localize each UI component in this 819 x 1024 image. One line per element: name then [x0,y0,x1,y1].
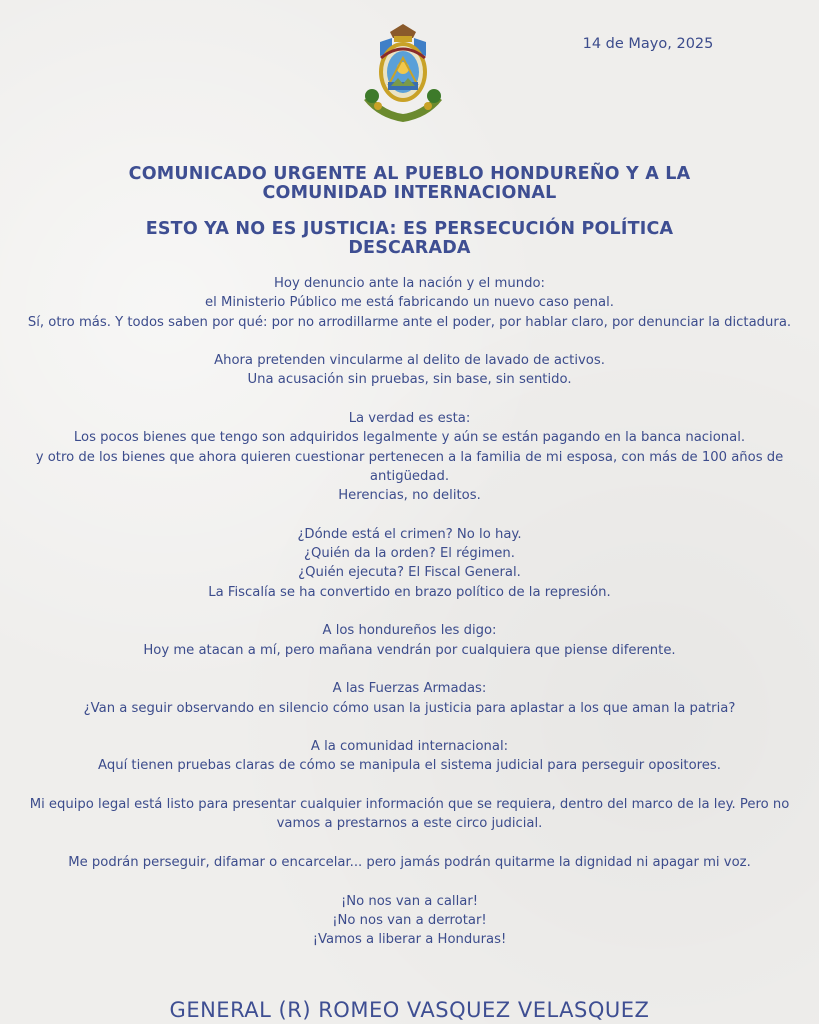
paragraph [20,274,799,332]
paragraph-spacer [20,718,799,737]
paragraph-spacer [20,834,799,853]
paragraph-line: ¿Quién ejecuta? El Fiscal General. [298,565,521,581]
signature: GENERAL (R) ROMEO VASQUEZ VELASQUEZ [169,998,650,1022]
paragraph-line: ¡Vamos a liberar a Honduras! [312,932,507,948]
paragraph-line: Aquí tienen pruebas claras de cómo se manipula el sistema judicial para perseguir opositores. [98,758,721,774]
paragraph-spacer [20,660,799,679]
page-subtitle [90,220,729,258]
paragraph-spacer [20,332,799,351]
paragraph [20,795,799,834]
page-title-line: COMUNIDAD INTERNACIONAL [262,183,557,203]
paragraph [20,892,799,950]
paragraph-line: Hoy denuncio ante la nación y el mundo: [274,276,545,291]
statement-body [20,274,799,949]
paragraph-line: ¡No nos van a callar! [340,893,479,909]
paragraph [20,525,799,602]
paragraph-line: La Fiscalía se ha convertido en brazo político de la represión. [208,584,611,600]
paragraph-line: Mi equipo legal está listo para presentar cualquier información que se requiera, dentro del marco de la ley. Pero no [29,797,790,813]
paragraph [20,409,799,505]
paragraph [20,679,799,718]
paragraph-line: el Ministerio Público me está fabricando un nuevo caso penal. [205,295,614,311]
date: 14 de Mayo, 2025 [582,36,714,52]
paragraph [20,621,799,660]
paragraph-line: A la comunidad internacional: [310,739,509,755]
paragraph [20,351,799,390]
page-subtitle-line: ESTO YA NO ES JUSTICIA: ES PERSECUCIÓN POLÍTICA [145,219,674,239]
honduras-coat-of-arms-icon [358,22,448,126]
paragraph-spacer [20,506,799,525]
paragraph-line: Los pocos bienes que tengo son adquiridos legalmente y aún se están pagando en la banca nacional. [73,430,746,446]
paragraph-line: vamos a prestarnos a este circo judicial. [276,816,543,832]
paragraph-line: ¿Dónde está el crimen? No lo hay. [297,526,522,542]
paragraph-spacer [20,390,799,409]
paragraph-line: ¿Van a seguir observando en silencio cómo usan la justicia para aplastar a los que aman la patria? [83,700,736,716]
page-title-line: COMUNICADO URGENTE AL PUEBLO HONDUREÑO Y A LA [128,164,691,184]
page-subtitle-line: DESCARADA [348,238,471,258]
paragraph-line: Una acusación sin pruebas, sin base, sin sentido. [247,372,572,388]
paragraph-line: antigüedad. [369,468,450,484]
paragraph-line: ¿Quién da la orden? El régimen. [304,546,515,562]
paragraph-spacer [20,602,799,621]
paragraph [20,737,799,776]
paragraph-line: y otro de los bienes que ahora quieren cuestionar pertenecen a la familia de mi esposa, con más de 100 años de [35,449,784,465]
paragraph-line: Ahora pretenden vincularme al delito de lavado de activos. [214,353,605,369]
paragraph-line: Herencias, no delitos. [338,488,481,504]
paragraph-line: Sí, otro más. Y todos saben por qué: por no arrodillarme ante el poder, por hablar claro, por denunciar la dictadura. [27,314,792,330]
paragraph-line: La verdad es esta: [348,411,471,427]
paragraph-line: Me podrán perseguir, difamar o encarcelar... pero jamás podrán quitarme la dignidad ni apagar mi voz. [68,854,751,870]
paragraph-spacer [20,872,799,891]
paragraph-line: ¡No nos van a derrotar! [332,912,487,928]
paragraph-spacer [20,776,799,795]
paragraph-line: A las Fuerzas Armadas: [332,681,487,697]
paragraph-line: Hoy me atacan a mí, pero mañana vendrán por cualquiera que piense diferente. [143,642,676,658]
page-title [90,165,729,203]
paragraph [20,853,799,872]
paragraph-line: A los hondureños les digo: [322,623,497,639]
